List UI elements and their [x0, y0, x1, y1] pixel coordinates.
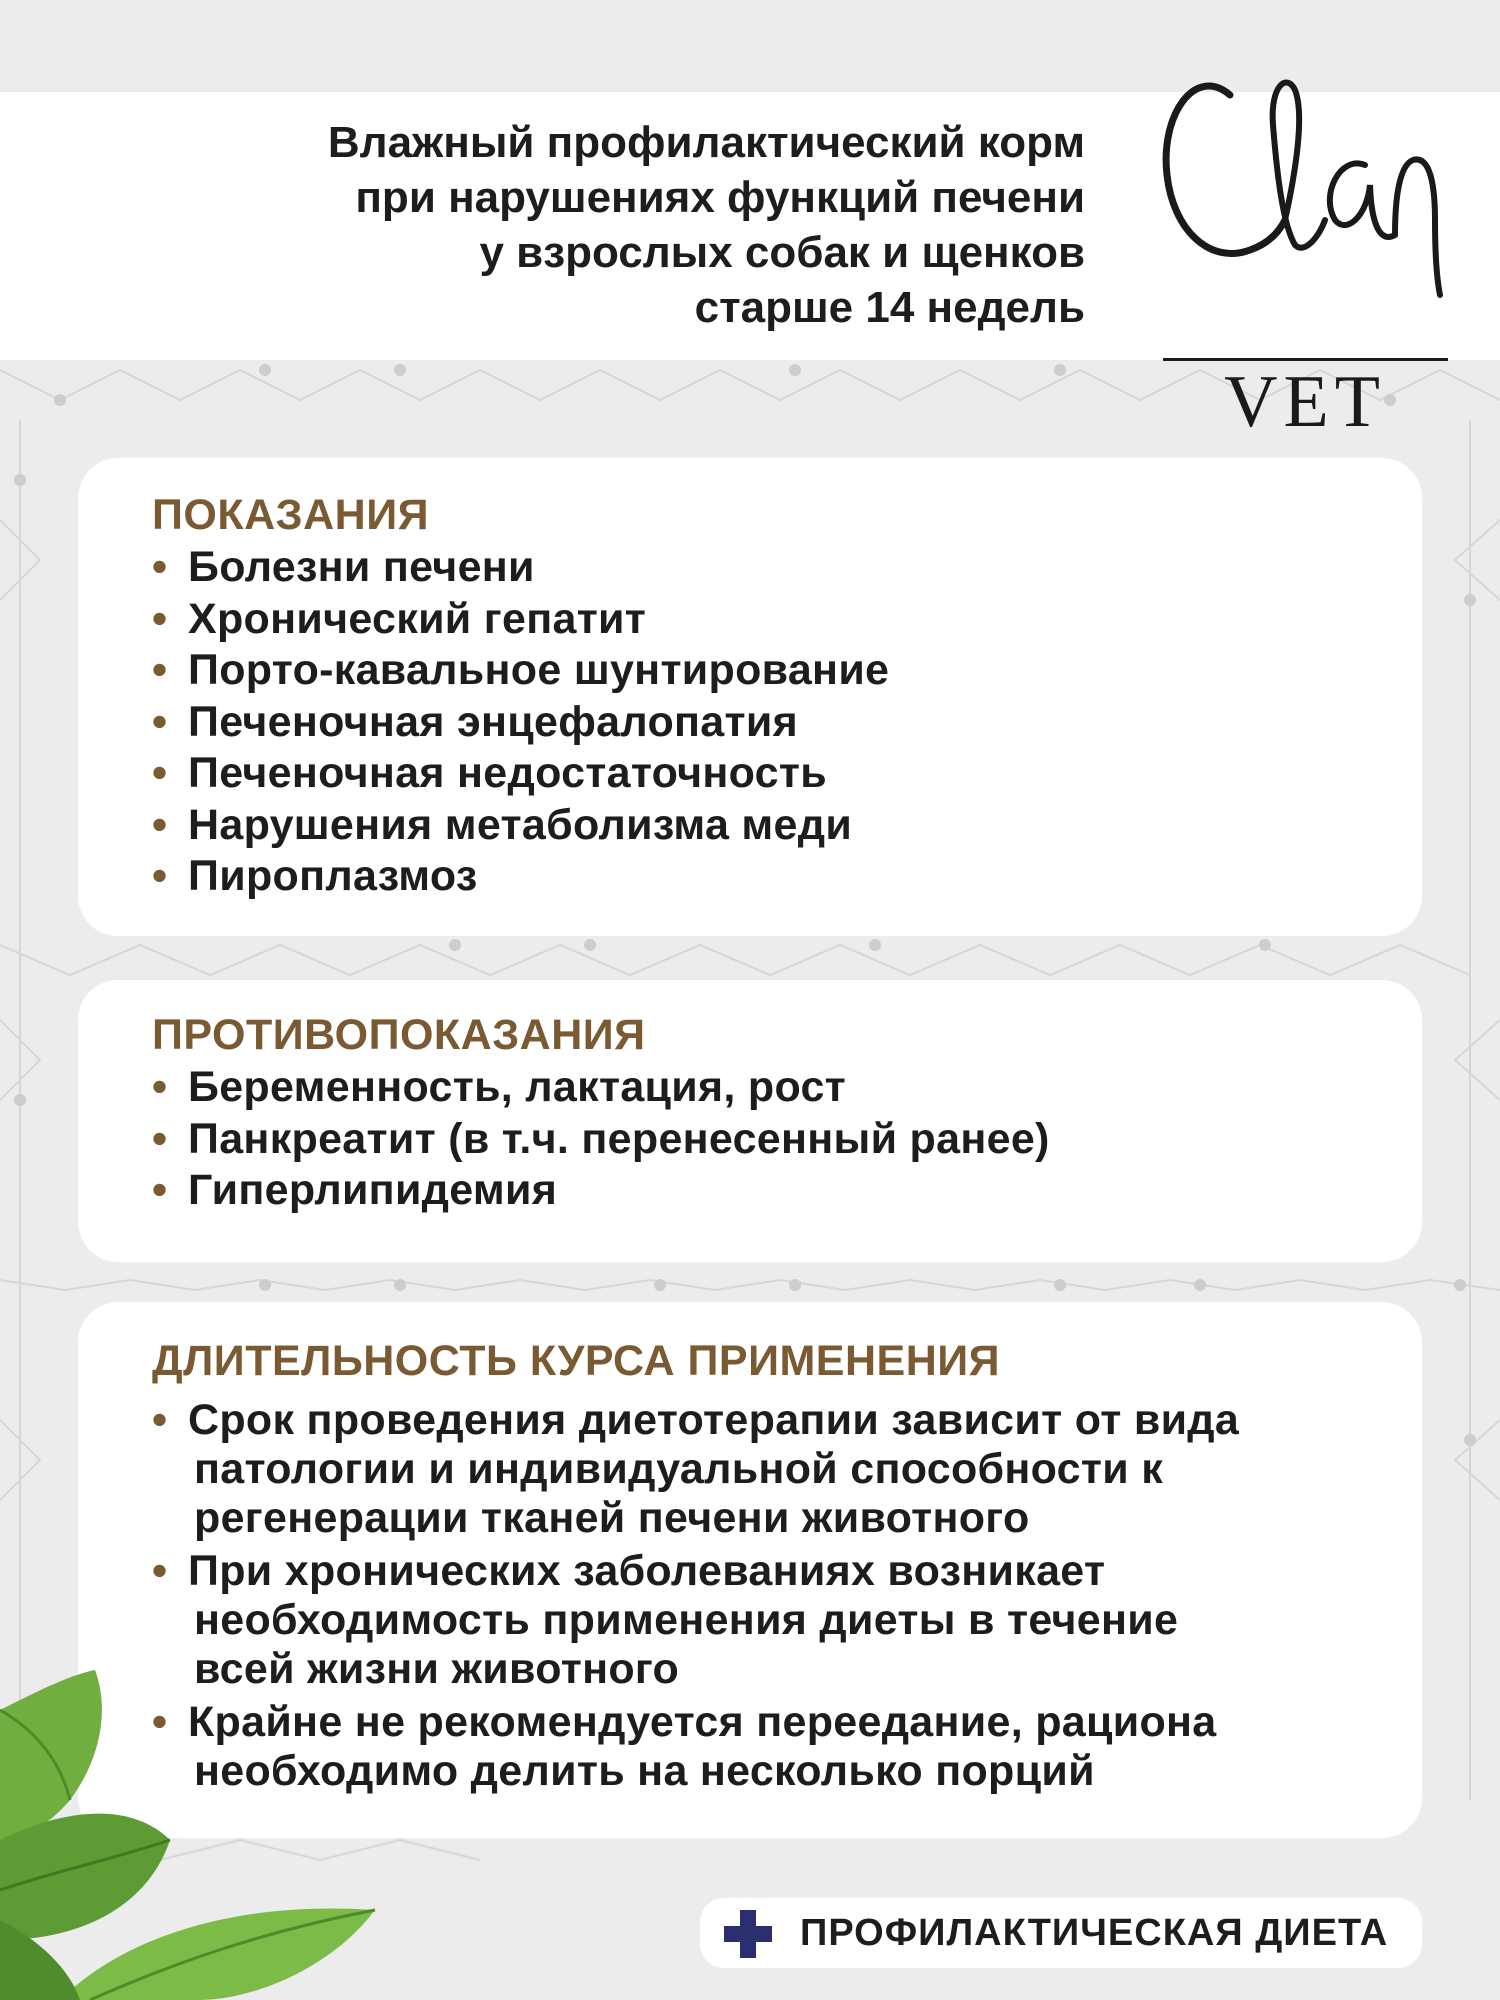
list-item-line: необходимо делить на несколько порций — [194, 1747, 1095, 1795]
list-item — [152, 594, 1422, 646]
list-item-text: Печеночная энцефалопатия — [188, 697, 798, 746]
list-item — [152, 1396, 1422, 1543]
bullet: • — [152, 1063, 168, 1111]
list-item-text: Панкреатит (в т.ч. перенесенный ранее) — [188, 1114, 1050, 1163]
list-item-line: патологии и индивидуальной способности к — [194, 1445, 1164, 1493]
page-title-line: Влажный профилактический корм — [327, 118, 1085, 167]
list-item-line: регенерации тканей печени животного — [194, 1494, 1030, 1542]
page-title — [85, 115, 1085, 335]
bullet: • — [152, 543, 168, 591]
list-item — [152, 645, 1422, 697]
bullet: • — [152, 749, 168, 797]
list-item — [152, 1062, 1422, 1114]
bullet: • — [152, 1547, 168, 1595]
page-title-line: при нарушениях функций печени — [355, 173, 1085, 222]
bullet: • — [152, 1166, 168, 1214]
contraindications-card — [78, 980, 1422, 1262]
medical-cross-icon — [722, 1908, 774, 1960]
diet-type-badge — [700, 1898, 1422, 1968]
list-item-text: Пироплазмоз — [188, 852, 478, 900]
clan-logo-script — [1155, 55, 1455, 305]
page-title-line: у взрослых собак и щенков — [479, 228, 1085, 277]
brand-logo — [1155, 55, 1455, 443]
list-item — [152, 1114, 1422, 1166]
logo-subtitle: VET — [1224, 361, 1386, 443]
duration-heading: ДЛИТЕЛЬНОСТЬ КУРСА ПРИМЕНЕНИЯ — [152, 1337, 1001, 1385]
indications-heading: ПОКАЗАНИЯ — [152, 491, 430, 539]
list-item-line: необходимость применения диеты в течение — [194, 1596, 1179, 1644]
bullet: • — [152, 800, 168, 849]
list-item-text: Крайне не рекомендуется переедание, рациона — [188, 1698, 1217, 1746]
bullet: • — [152, 1396, 168, 1444]
list-item-text: Нарушения метаболизма меди — [188, 800, 853, 849]
list-item-text: Порто-кавальное шунтирование — [188, 646, 890, 694]
list-item-line: всей жизни животного — [194, 1645, 680, 1693]
list-item-text: Печеночная недостаточность — [188, 749, 827, 797]
indications-card — [78, 458, 1422, 936]
list-item — [152, 851, 1422, 903]
list-item-text: Хронический гепатит — [188, 594, 647, 643]
list-item-line — [152, 1396, 1422, 1445]
list-item — [152, 800, 1422, 852]
indications-list — [152, 542, 1422, 903]
list-item — [152, 1165, 1422, 1217]
list-item-text: При хронических заболеваниях возникает — [188, 1547, 1106, 1595]
page-title-line: старше 14 недель — [694, 283, 1085, 332]
bullet: • — [152, 594, 168, 643]
list-item — [152, 542, 1422, 594]
list-item-text: Болезни печени — [188, 543, 535, 591]
list-item-text: Гиперлипидемия — [188, 1166, 558, 1214]
list-item-line — [152, 1547, 1422, 1596]
bullet: • — [152, 1698, 168, 1746]
badge-label: ПРОФИЛАКТИЧЕСКАЯ ДИЕТА — [800, 1912, 1389, 1954]
list-item-text: Беременность, лактация, рост — [188, 1063, 847, 1111]
list-item-text: Срок проведения диетотерапии зависит от вида — [188, 1396, 1240, 1444]
bullet: • — [152, 1114, 168, 1163]
bullet: • — [152, 646, 168, 694]
bullet: • — [152, 697, 168, 746]
mint-leaf-image — [0, 1670, 390, 2000]
list-item — [152, 748, 1422, 800]
contraindications-list — [152, 1062, 1422, 1217]
contraindications-heading: ПРОТИВОПОКАЗАНИЯ — [152, 1011, 646, 1059]
bullet: • — [152, 852, 168, 900]
list-item — [152, 697, 1422, 749]
